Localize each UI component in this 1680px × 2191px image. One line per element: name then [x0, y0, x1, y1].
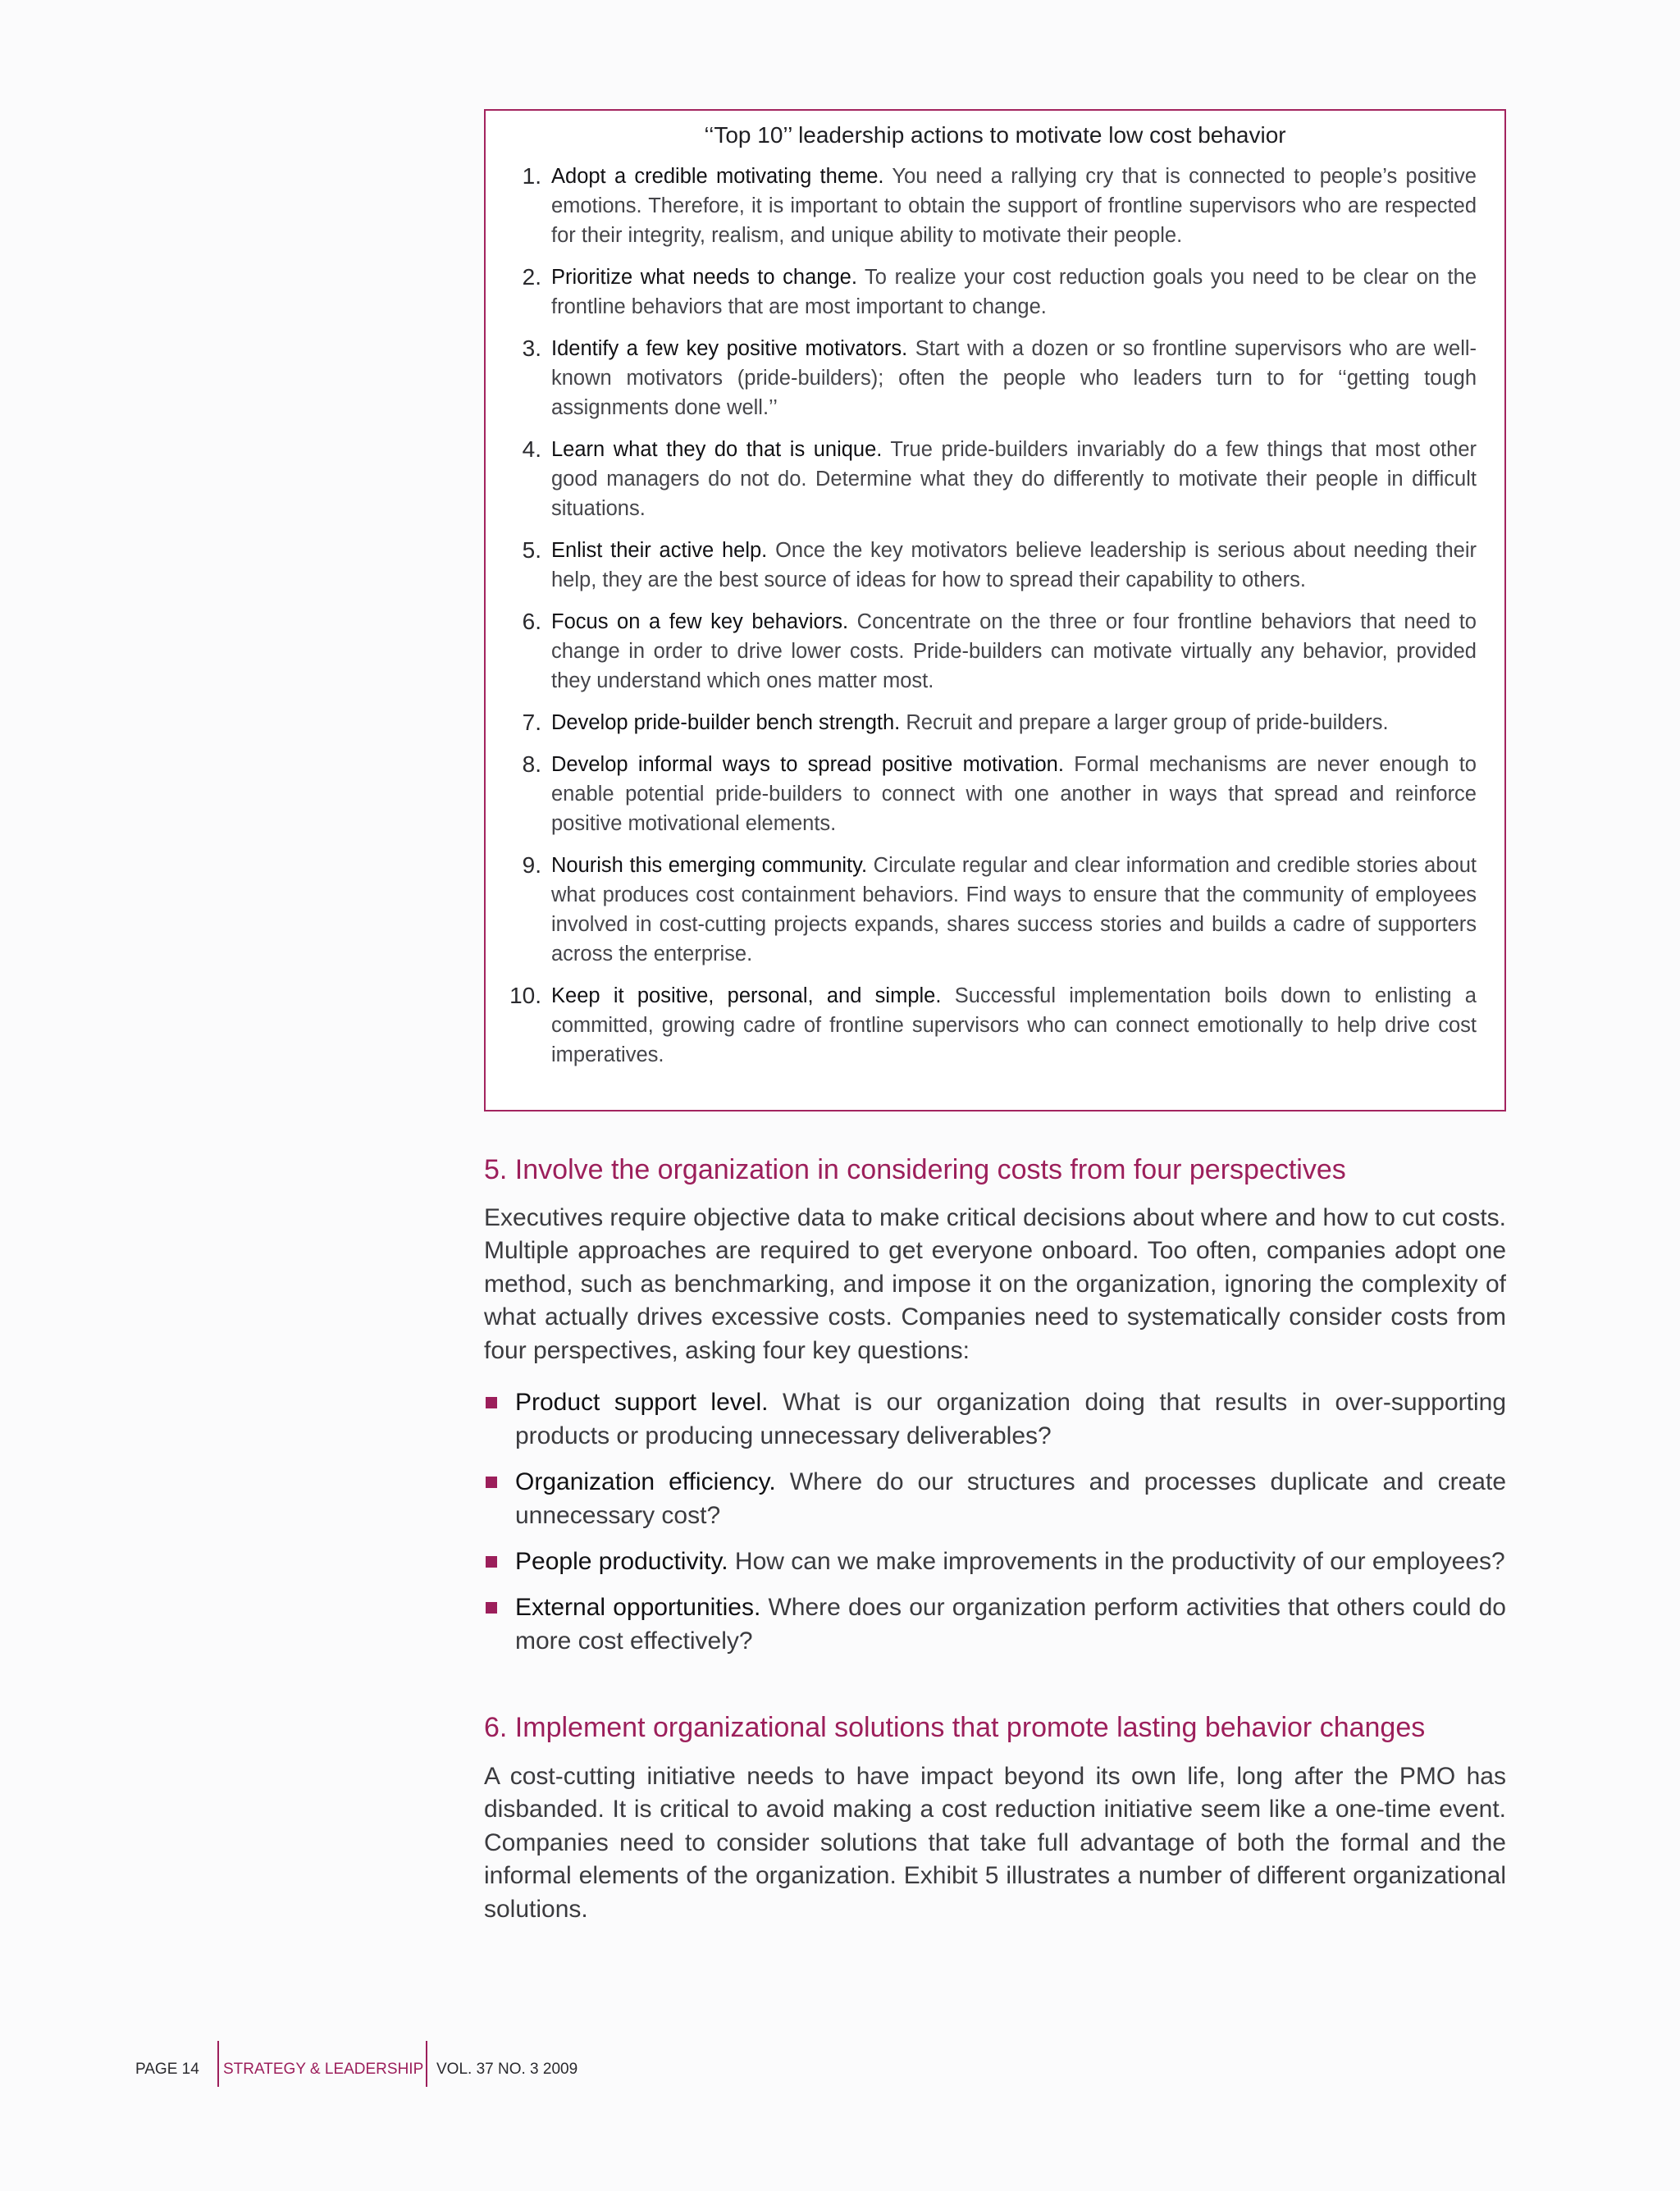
section6-heading: 6. Implement organizational solutions that promote lasting behavior changes — [484, 1712, 1426, 1743]
bullet-text: How can we make improvements in the productivity of our employees? — [728, 1548, 1505, 1575]
list-item — [522, 851, 1477, 969]
bullet-text: Where does our organization perform activities that others could do more cost effectively? — [515, 1594, 1506, 1655]
journal-name: STRATEGY & LEADERSHIP — [223, 2061, 424, 2078]
item-number: 9. — [522, 852, 541, 878]
perspectives-bullet-list — [484, 1385, 1506, 1658]
list-item — [522, 262, 1477, 322]
item-lead: Enlist their active help. — [551, 539, 768, 562]
list-item — [509, 981, 1477, 1070]
item-text: You need a rallying cry that is connected to people’s positive emotions. Therefore, it is important to obtain the support of frontline supervisors who are respected for their integrity, realism, and unique ability to motivate their people. — [551, 165, 1477, 247]
square-bullet-icon — [486, 1477, 497, 1488]
item-lead: Focus on a few key behaviors. — [551, 610, 849, 633]
item-text: Recruit and prepare a larger group of pride-builders. — [900, 711, 1389, 734]
item-number: 10. — [509, 983, 541, 1008]
item-number: 5. — [522, 537, 541, 563]
item-lead: Adopt a credible motivating theme. — [551, 165, 884, 188]
bullet-lead: External opportunities. — [515, 1594, 761, 1621]
item-number: 1. — [522, 163, 541, 189]
list-item — [522, 435, 1477, 523]
section5-paragraph: Executives require objective data to make critical decisions about where and how to cut costs. Multiple approaches are required to get everyone onboard. Too often, companies adopt one method, such as benchmarking, and impose it on the organization, ignoring the complexity of what actually drives excessive costs. Companies need to systematically consider costs from four perspectives, asking four key questions: — [484, 1204, 1506, 1364]
item-text: Once the key motivators believe leadership is serious about needing their help, they are the best source of ideas for how to spread their capability to others. — [551, 539, 1477, 591]
item-text: Formal mechanisms are never enough to enable potential pride-builders to connect with one another in ways that spread and reinforce positive motivational elements. — [551, 753, 1477, 835]
item-lead: Prioritize what needs to change. — [551, 266, 857, 289]
list-item — [522, 334, 1477, 422]
item-lead: Nourish this emerging community. — [551, 854, 868, 877]
item-number: 2. — [522, 264, 541, 290]
item-number: 8. — [522, 751, 541, 777]
bullet-text: What is our organization doing that results in over-supporting products or producing unnecessary deliverables? — [515, 1389, 1507, 1449]
item-lead: Identify a few key positive motivators. — [551, 337, 908, 360]
item-lead: Learn what they do that is unique. — [551, 438, 883, 461]
footer-divider — [426, 2041, 427, 2087]
item-lead: Develop pride-builder bench strength. — [551, 711, 901, 734]
bullet-lead: Organization efficiency. — [515, 1468, 776, 1495]
item-number: 3. — [522, 335, 541, 361]
item-number: 6. — [522, 609, 541, 634]
list-item — [522, 536, 1477, 595]
bullet-lead: People productivity. — [515, 1548, 728, 1575]
bullet-item — [484, 1465, 1506, 1532]
square-bullet-icon — [486, 1556, 497, 1568]
item-text: Circulate regular and clear information and credible stories about what produces cost containment behaviors. Find ways to ensure that the community of employees involved in cost-cutting projects expands, shares success stories and builds a cadre of supporters across the enterprise. — [551, 854, 1477, 965]
item-text: Start with a dozen or so frontline supervisors who are well-known motivators (pride-builders); often the people who leaders turn to for ‘‘getting tough assignments done well.’’ — [551, 337, 1477, 419]
item-text: To realize your cost reduction goals you need to be clear on the frontline behaviors that are most important to change. — [551, 266, 1477, 318]
list-item — [522, 607, 1477, 696]
section5-heading: 5. Involve the organization in considering costs from four perspectives — [484, 1154, 1346, 1185]
bullet-item — [484, 1385, 1506, 1453]
footer-divider — [217, 2041, 219, 2087]
list-item — [522, 750, 1477, 838]
square-bullet-icon — [486, 1602, 497, 1614]
item-lead: Keep it positive, personal, and simple. — [551, 984, 942, 1007]
item-number: 4. — [522, 436, 541, 462]
list-item — [522, 162, 1477, 250]
sidebar-title: ‘‘Top 10’’ leadership actions to motivate low cost behavior — [704, 122, 1286, 148]
top10-sidebar-box — [484, 109, 1506, 1111]
square-bullet-icon — [486, 1397, 497, 1408]
list-item — [522, 708, 1477, 737]
item-text: Concentrate on the three or four frontline behaviors that need to change in order to drive lower costs. Pride-builders can motivate virtually any behavior, provided they understand which ones matter most. — [551, 610, 1477, 692]
bullet-lead: Product support level. — [515, 1389, 769, 1416]
section6-paragraph: A cost-cutting initiative needs to have impact beyond its own life, long after the PMO has disbanded. It is critical to avoid making a cost reduction initiative seem like a one-time event. Companies need to consider solutions that take full advantage of both the formal and the informal elements of the organization. Exhibit 5 illustrates a number of different organizational solutions. — [484, 1763, 1506, 1923]
volume-info: VOL. 37 NO. 3 2009 — [436, 2061, 578, 2078]
item-number: 7. — [522, 710, 541, 735]
page-number: PAGE 14 — [135, 2061, 199, 2078]
bullet-text: Where do our structures and processes duplicate and create unnecessary cost? — [515, 1468, 1507, 1529]
item-lead: Develop informal ways to spread positive motivation. — [551, 753, 1064, 776]
item-text: True pride-builders invariably do a few things that most other good managers do not do. Determine what they do differently to motivate their people in difficult situations. — [551, 438, 1477, 520]
bullet-item — [484, 1591, 1506, 1658]
bullet-item — [484, 1545, 1506, 1578]
item-text: Successful implementation boils down to enlisting a committed, growing cadre of frontline supervisors who can connect emotionally to help drive cost imperatives. — [551, 984, 1477, 1066]
top10-list — [486, 162, 1504, 1070]
